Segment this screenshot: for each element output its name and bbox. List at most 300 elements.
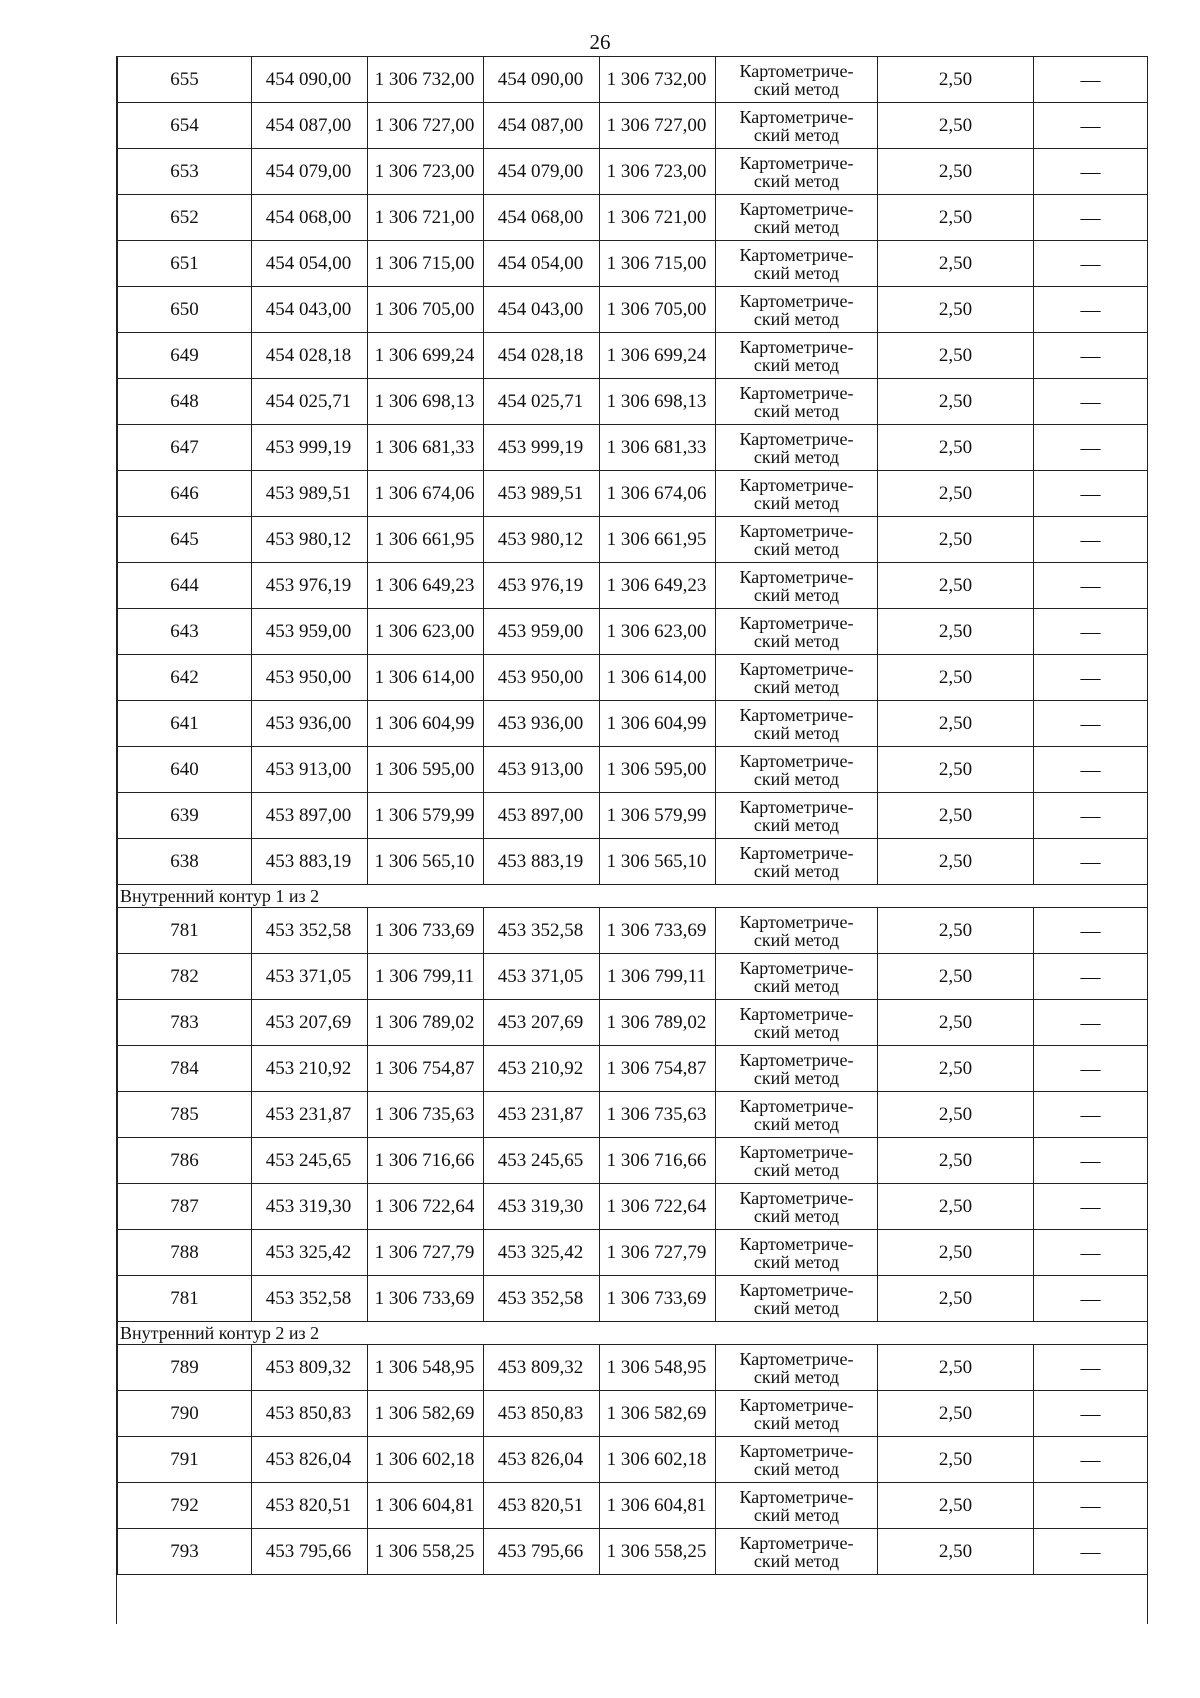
description-cell: —	[1034, 1529, 1148, 1575]
description-cell: —	[1034, 1000, 1148, 1046]
y-new-cell: 1 306 595,00	[600, 747, 716, 793]
method-cell	[716, 195, 878, 241]
coordinates-table-wrapper	[116, 56, 1148, 1624]
y-new-cell: 1 306 705,00	[600, 287, 716, 333]
point-number-cell: 654	[118, 103, 252, 149]
table-row	[118, 425, 1148, 471]
x-new-cell: 453 809,32	[484, 1345, 600, 1391]
x-new-cell: 454 043,00	[484, 287, 600, 333]
method-line-2: ский метод	[753, 1067, 840, 1088]
y-new-cell: 1 306 799,11	[600, 954, 716, 1000]
point-number-cell: 642	[118, 655, 252, 701]
x-new-cell: 453 319,30	[484, 1184, 600, 1230]
x-old-cell: 453 883,19	[252, 839, 368, 885]
table-row	[118, 1437, 1148, 1483]
y-old-cell: 1 306 623,00	[368, 609, 484, 655]
table-row	[118, 471, 1148, 517]
x-new-cell: 453 325,42	[484, 1230, 600, 1276]
point-number-cell: 783	[118, 1000, 252, 1046]
accuracy-cell: 2,50	[878, 655, 1034, 701]
method-line-2: ский метод	[753, 124, 840, 145]
x-old-cell: 453 352,58	[252, 1276, 368, 1322]
x-old-cell: 453 850,83	[252, 1391, 368, 1437]
point-number-cell: 639	[118, 793, 252, 839]
method-line-2: ский метод	[753, 1251, 840, 1272]
table-row	[118, 57, 1148, 103]
y-old-cell: 1 306 699,24	[368, 333, 484, 379]
method-line-2: ский метод	[753, 722, 840, 743]
x-old-cell: 454 079,00	[252, 149, 368, 195]
x-old-cell: 454 087,00	[252, 103, 368, 149]
table-row	[118, 103, 1148, 149]
method-line-1: Картометриче-	[739, 60, 854, 81]
description-cell: —	[1034, 908, 1148, 954]
table-row	[118, 747, 1148, 793]
x-new-cell: 453 989,51	[484, 471, 600, 517]
method-line-2: ский метод	[753, 1550, 840, 1571]
coordinates-table	[117, 56, 1148, 1575]
method-cell	[716, 563, 878, 609]
y-new-cell: 1 306 732,00	[600, 57, 716, 103]
method-cell	[716, 1437, 878, 1483]
point-number-cell: 790	[118, 1391, 252, 1437]
y-new-cell: 1 306 661,95	[600, 517, 716, 563]
y-old-cell: 1 306 732,00	[368, 57, 484, 103]
point-number-cell: 788	[118, 1230, 252, 1276]
y-old-cell: 1 306 579,99	[368, 793, 484, 839]
x-new-cell: 454 068,00	[484, 195, 600, 241]
point-number-cell: 784	[118, 1046, 252, 1092]
method-cell	[716, 1138, 878, 1184]
y-new-cell: 1 306 733,69	[600, 1276, 716, 1322]
method-line-1: Картометриче-	[739, 1003, 854, 1024]
y-old-cell: 1 306 604,81	[368, 1483, 484, 1529]
method-line-2: ский метод	[753, 538, 840, 559]
method-cell	[716, 57, 878, 103]
section-header-row	[118, 1322, 1148, 1345]
y-new-cell: 1 306 698,13	[600, 379, 716, 425]
point-number-cell: 781	[118, 1276, 252, 1322]
y-new-cell: 1 306 548,95	[600, 1345, 716, 1391]
method-cell	[716, 655, 878, 701]
method-cell	[716, 287, 878, 333]
method-line-1: Картометриче-	[739, 382, 854, 403]
method-line-2: ский метод	[753, 975, 840, 996]
method-line-1: Картометриче-	[739, 198, 854, 219]
table-row	[118, 1138, 1148, 1184]
y-new-cell: 1 306 733,69	[600, 908, 716, 954]
section-title: Внутренний контур 2 из 2	[118, 1322, 1148, 1345]
method-cell	[716, 379, 878, 425]
method-line-1: Картометриче-	[739, 1187, 854, 1208]
x-new-cell: 453 820,51	[484, 1483, 600, 1529]
table-row	[118, 1184, 1148, 1230]
y-new-cell: 1 306 558,25	[600, 1529, 716, 1575]
x-old-cell: 453 319,30	[252, 1184, 368, 1230]
accuracy-cell: 2,50	[878, 908, 1034, 954]
method-line-2: ский метод	[753, 78, 840, 99]
method-line-2: ский метод	[753, 676, 840, 697]
description-cell: —	[1034, 103, 1148, 149]
y-old-cell: 1 306 727,00	[368, 103, 484, 149]
method-line-1: Картометриче-	[739, 1233, 854, 1254]
y-old-cell: 1 306 754,87	[368, 1046, 484, 1092]
y-new-cell: 1 306 614,00	[600, 655, 716, 701]
x-new-cell: 454 028,18	[484, 333, 600, 379]
y-old-cell: 1 306 721,00	[368, 195, 484, 241]
accuracy-cell: 2,50	[878, 1092, 1034, 1138]
description-cell: —	[1034, 333, 1148, 379]
method-line-2: ский метод	[753, 768, 840, 789]
method-line-1: Картометриче-	[739, 336, 854, 357]
y-old-cell: 1 306 604,99	[368, 701, 484, 747]
method-line-1: Картометриче-	[739, 911, 854, 932]
point-number-cell: 655	[118, 57, 252, 103]
table-row	[118, 287, 1148, 333]
y-new-cell: 1 306 716,66	[600, 1138, 716, 1184]
method-line-2: ский метод	[753, 1205, 840, 1226]
y-old-cell: 1 306 558,25	[368, 1529, 484, 1575]
y-old-cell: 1 306 661,95	[368, 517, 484, 563]
description-cell: —	[1034, 379, 1148, 425]
method-line-2: ский метод	[753, 400, 840, 421]
table-row	[118, 1391, 1148, 1437]
table-row	[118, 1230, 1148, 1276]
method-cell	[716, 471, 878, 517]
description-cell: —	[1034, 195, 1148, 241]
description-cell: —	[1034, 1184, 1148, 1230]
point-number-cell: 791	[118, 1437, 252, 1483]
table-row	[118, 333, 1148, 379]
method-cell	[716, 1529, 878, 1575]
x-new-cell: 453 980,12	[484, 517, 600, 563]
method-line-1: Картометриче-	[739, 1440, 854, 1461]
table-row	[118, 1483, 1148, 1529]
y-old-cell: 1 306 698,13	[368, 379, 484, 425]
x-old-cell: 453 795,66	[252, 1529, 368, 1575]
description-cell: —	[1034, 287, 1148, 333]
y-old-cell: 1 306 681,33	[368, 425, 484, 471]
method-cell	[716, 701, 878, 747]
section-title: Внутренний контур 1 из 2	[118, 885, 1148, 908]
accuracy-cell: 2,50	[878, 954, 1034, 1000]
x-new-cell: 454 090,00	[484, 57, 600, 103]
y-new-cell: 1 306 727,00	[600, 103, 716, 149]
method-line-1: Картометриче-	[739, 750, 854, 771]
description-cell: —	[1034, 655, 1148, 701]
description-cell: —	[1034, 563, 1148, 609]
point-number-cell: 649	[118, 333, 252, 379]
accuracy-cell: 2,50	[878, 241, 1034, 287]
method-line-1: Картометриче-	[739, 1486, 854, 1507]
x-old-cell: 453 980,12	[252, 517, 368, 563]
x-new-cell: 453 936,00	[484, 701, 600, 747]
method-line-2: ский метод	[753, 446, 840, 467]
y-old-cell: 1 306 595,00	[368, 747, 484, 793]
method-cell	[716, 609, 878, 655]
y-old-cell: 1 306 727,79	[368, 1230, 484, 1276]
table-row	[118, 793, 1148, 839]
x-old-cell: 453 325,42	[252, 1230, 368, 1276]
y-old-cell: 1 306 705,00	[368, 287, 484, 333]
table-row	[118, 1345, 1148, 1391]
method-cell	[716, 1046, 878, 1092]
x-new-cell: 453 795,66	[484, 1529, 600, 1575]
x-old-cell: 453 245,65	[252, 1138, 368, 1184]
y-old-cell: 1 306 716,66	[368, 1138, 484, 1184]
description-cell: —	[1034, 471, 1148, 517]
x-new-cell: 453 371,05	[484, 954, 600, 1000]
y-new-cell: 1 306 789,02	[600, 1000, 716, 1046]
accuracy-cell: 2,50	[878, 701, 1034, 747]
accuracy-cell: 2,50	[878, 1230, 1034, 1276]
method-line-1: Картометриче-	[739, 1348, 854, 1369]
description-cell: —	[1034, 701, 1148, 747]
accuracy-cell: 2,50	[878, 57, 1034, 103]
method-cell	[716, 1483, 878, 1529]
method-cell	[716, 241, 878, 287]
method-line-1: Картометриче-	[739, 842, 854, 863]
x-old-cell: 454 043,00	[252, 287, 368, 333]
method-line-2: ский метод	[753, 860, 840, 881]
table-row	[118, 908, 1148, 954]
y-new-cell: 1 306 582,69	[600, 1391, 716, 1437]
method-line-1: Картометриче-	[739, 290, 854, 311]
method-line-1: Картометриче-	[739, 566, 854, 587]
y-old-cell: 1 306 733,69	[368, 908, 484, 954]
table-row	[118, 195, 1148, 241]
method-cell	[716, 333, 878, 379]
point-number-cell: 645	[118, 517, 252, 563]
point-number-cell: 781	[118, 908, 252, 954]
y-new-cell: 1 306 565,10	[600, 839, 716, 885]
method-cell	[716, 1230, 878, 1276]
x-new-cell: 453 207,69	[484, 1000, 600, 1046]
point-number-cell: 648	[118, 379, 252, 425]
accuracy-cell: 2,50	[878, 1184, 1034, 1230]
x-new-cell: 453 897,00	[484, 793, 600, 839]
y-old-cell: 1 306 582,69	[368, 1391, 484, 1437]
x-old-cell: 453 231,87	[252, 1092, 368, 1138]
table-row	[118, 1000, 1148, 1046]
accuracy-cell: 2,50	[878, 149, 1034, 195]
table-row	[118, 1276, 1148, 1322]
description-cell: —	[1034, 1092, 1148, 1138]
y-old-cell: 1 306 674,06	[368, 471, 484, 517]
x-new-cell: 454 025,71	[484, 379, 600, 425]
x-new-cell: 453 826,04	[484, 1437, 600, 1483]
accuracy-cell: 2,50	[878, 563, 1034, 609]
accuracy-cell: 2,50	[878, 747, 1034, 793]
table-row	[118, 517, 1148, 563]
table-row	[118, 379, 1148, 425]
method-line-1: Картометриче-	[739, 474, 854, 495]
point-number-cell: 792	[118, 1483, 252, 1529]
table-body	[118, 57, 1148, 1575]
description-cell: —	[1034, 1391, 1148, 1437]
description-cell: —	[1034, 839, 1148, 885]
method-line-2: ский метод	[753, 1297, 840, 1318]
table-row	[118, 1092, 1148, 1138]
method-line-2: ский метод	[753, 630, 840, 651]
method-cell	[716, 425, 878, 471]
y-old-cell: 1 306 614,00	[368, 655, 484, 701]
method-line-2: ский метод	[753, 929, 840, 950]
accuracy-cell: 2,50	[878, 425, 1034, 471]
y-new-cell: 1 306 722,64	[600, 1184, 716, 1230]
table-row	[118, 701, 1148, 747]
description-cell: —	[1034, 241, 1148, 287]
method-line-2: ский метод	[753, 1366, 840, 1387]
description-cell: —	[1034, 149, 1148, 195]
method-cell	[716, 1184, 878, 1230]
y-old-cell: 1 306 602,18	[368, 1437, 484, 1483]
x-new-cell: 453 210,92	[484, 1046, 600, 1092]
x-old-cell: 453 976,19	[252, 563, 368, 609]
accuracy-cell: 2,50	[878, 1483, 1034, 1529]
y-new-cell: 1 306 579,99	[600, 793, 716, 839]
x-old-cell: 454 068,00	[252, 195, 368, 241]
method-line-1: Картометриче-	[739, 1532, 854, 1553]
x-old-cell: 454 090,00	[252, 57, 368, 103]
method-line-1: Картометриче-	[739, 704, 854, 725]
accuracy-cell: 2,50	[878, 1345, 1034, 1391]
x-new-cell: 453 959,00	[484, 609, 600, 655]
method-line-2: ский метод	[753, 584, 840, 605]
description-cell: —	[1034, 1345, 1148, 1391]
description-cell: —	[1034, 425, 1148, 471]
x-old-cell: 453 809,32	[252, 1345, 368, 1391]
method-cell	[716, 1345, 878, 1391]
x-old-cell: 453 207,69	[252, 1000, 368, 1046]
y-old-cell: 1 306 735,63	[368, 1092, 484, 1138]
accuracy-cell: 2,50	[878, 517, 1034, 563]
description-cell: —	[1034, 793, 1148, 839]
x-new-cell: 453 352,58	[484, 908, 600, 954]
section-header-row	[118, 885, 1148, 908]
accuracy-cell: 2,50	[878, 609, 1034, 655]
y-new-cell: 1 306 604,81	[600, 1483, 716, 1529]
method-cell	[716, 908, 878, 954]
method-line-1: Картометриче-	[739, 612, 854, 633]
method-line-2: ский метод	[753, 492, 840, 513]
accuracy-cell: 2,50	[878, 839, 1034, 885]
accuracy-cell: 2,50	[878, 195, 1034, 241]
accuracy-cell: 2,50	[878, 793, 1034, 839]
x-old-cell: 453 989,51	[252, 471, 368, 517]
method-line-1: Картометриче-	[739, 1095, 854, 1116]
description-cell: —	[1034, 1230, 1148, 1276]
table-row	[118, 241, 1148, 287]
x-old-cell: 454 025,71	[252, 379, 368, 425]
method-cell	[716, 1092, 878, 1138]
table-row	[118, 609, 1148, 655]
method-line-1: Картометриче-	[739, 244, 854, 265]
x-old-cell: 453 913,00	[252, 747, 368, 793]
point-number-cell: 653	[118, 149, 252, 195]
method-line-2: ский метод	[753, 354, 840, 375]
point-number-cell: 793	[118, 1529, 252, 1575]
y-new-cell: 1 306 721,00	[600, 195, 716, 241]
x-old-cell: 453 371,05	[252, 954, 368, 1000]
y-new-cell: 1 306 715,00	[600, 241, 716, 287]
method-line-1: Картометриче-	[739, 428, 854, 449]
table-row	[118, 954, 1148, 1000]
x-old-cell: 453 897,00	[252, 793, 368, 839]
method-line-1: Картометриче-	[739, 106, 854, 127]
accuracy-cell: 2,50	[878, 379, 1034, 425]
x-new-cell: 454 079,00	[484, 149, 600, 195]
y-new-cell: 1 306 649,23	[600, 563, 716, 609]
method-line-2: ский метод	[753, 1504, 840, 1525]
point-number-cell: 640	[118, 747, 252, 793]
point-number-cell: 789	[118, 1345, 252, 1391]
point-number-cell: 638	[118, 839, 252, 885]
method-line-2: ский метод	[753, 216, 840, 237]
x-old-cell: 453 820,51	[252, 1483, 368, 1529]
accuracy-cell: 2,50	[878, 287, 1034, 333]
x-old-cell: 453 352,58	[252, 908, 368, 954]
y-new-cell: 1 306 699,24	[600, 333, 716, 379]
y-old-cell: 1 306 715,00	[368, 241, 484, 287]
y-new-cell: 1 306 754,87	[600, 1046, 716, 1092]
accuracy-cell: 2,50	[878, 1276, 1034, 1322]
x-old-cell: 454 054,00	[252, 241, 368, 287]
description-cell: —	[1034, 954, 1148, 1000]
point-number-cell: 647	[118, 425, 252, 471]
accuracy-cell: 2,50	[878, 333, 1034, 379]
y-old-cell: 1 306 565,10	[368, 839, 484, 885]
table-row	[118, 655, 1148, 701]
method-line-1: Картометриче-	[739, 796, 854, 817]
x-new-cell: 453 913,00	[484, 747, 600, 793]
method-line-2: ский метод	[753, 1458, 840, 1479]
y-old-cell: 1 306 649,23	[368, 563, 484, 609]
table-row	[118, 149, 1148, 195]
method-line-2: ский метод	[753, 308, 840, 329]
method-cell	[716, 517, 878, 563]
description-cell: —	[1034, 1138, 1148, 1184]
method-cell	[716, 1276, 878, 1322]
y-old-cell: 1 306 733,69	[368, 1276, 484, 1322]
y-old-cell: 1 306 548,95	[368, 1345, 484, 1391]
x-new-cell: 453 245,65	[484, 1138, 600, 1184]
x-old-cell: 453 936,00	[252, 701, 368, 747]
point-number-cell: 651	[118, 241, 252, 287]
x-new-cell: 454 054,00	[484, 241, 600, 287]
method-cell	[716, 954, 878, 1000]
point-number-cell: 787	[118, 1184, 252, 1230]
y-old-cell: 1 306 789,02	[368, 1000, 484, 1046]
method-line-2: ский метод	[753, 1412, 840, 1433]
point-number-cell: 643	[118, 609, 252, 655]
description-cell: —	[1034, 57, 1148, 103]
method-line-2: ский метод	[753, 1021, 840, 1042]
x-old-cell: 453 210,92	[252, 1046, 368, 1092]
y-new-cell: 1 306 727,79	[600, 1230, 716, 1276]
y-new-cell: 1 306 735,63	[600, 1092, 716, 1138]
y-new-cell: 1 306 602,18	[600, 1437, 716, 1483]
table-row	[118, 1046, 1148, 1092]
x-new-cell: 453 231,87	[484, 1092, 600, 1138]
accuracy-cell: 2,50	[878, 1391, 1034, 1437]
method-cell	[716, 103, 878, 149]
accuracy-cell: 2,50	[878, 1000, 1034, 1046]
method-cell	[716, 747, 878, 793]
method-line-1: Картометриче-	[739, 957, 854, 978]
point-number-cell: 782	[118, 954, 252, 1000]
method-cell	[716, 1391, 878, 1437]
